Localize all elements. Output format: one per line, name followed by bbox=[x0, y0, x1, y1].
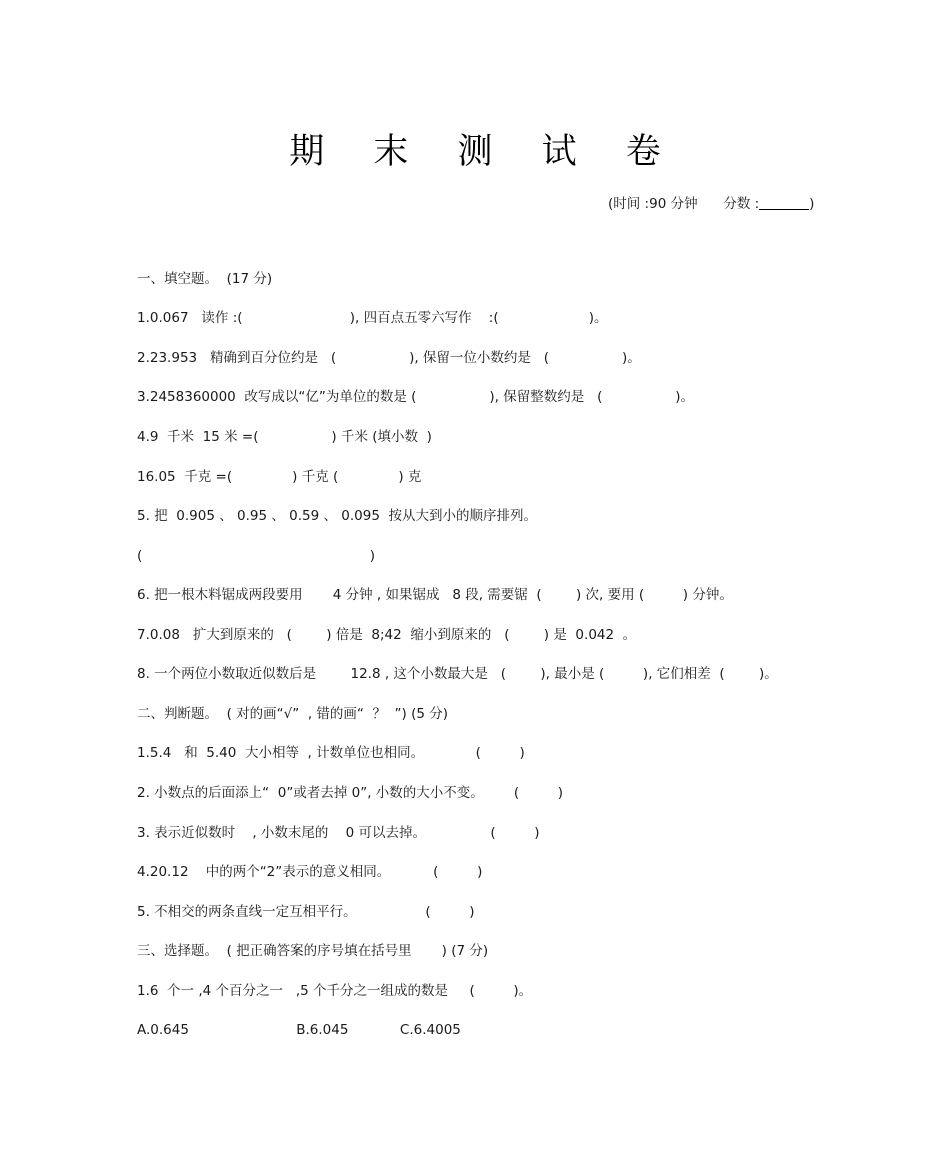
question-line: 1.6 个一 ,4 个百分之一 ,5 个千分之一组成的数是 ( )。 bbox=[137, 983, 533, 999]
meta-close: ) bbox=[809, 196, 815, 212]
question-line: 7.0.08 扩大到原来的 ( ) 倍是 8;42 缩小到原来的 ( ) 是 0.042 。 bbox=[137, 627, 637, 643]
question-line: 1.5.4 和 5.40 大小相等 , 计数单位也相同。 ( ) bbox=[137, 745, 525, 761]
question-line: 5. 不相交的两条直线一定互相平行。 ( ) bbox=[137, 904, 475, 920]
question-line: 16.05 千克 =( ) 千克 ( ) 克 bbox=[137, 469, 422, 485]
section-fill-blank-heading: 一、填空题。 (17 分) bbox=[137, 271, 273, 287]
page-title: 期 末 测 试 卷 bbox=[289, 132, 680, 172]
question-line: 1.0.067 读作 :( ), 四百点五零六写作 :( )。 bbox=[137, 310, 608, 326]
exam-meta bbox=[608, 192, 814, 212]
section-judge-heading: 二、判断题。 ( 对的画“√” , 错的画“ ？ ”) (5 分) bbox=[137, 706, 449, 722]
question-line: 2. 小数点的后面添上“ 0”或者去掉 0”, 小数的大小不变。 ( ) bbox=[137, 785, 563, 801]
question-line: 5. 把 0.905 、 0.95 、 0.59 、 0.095 按从大到小的顺序排列。 bbox=[137, 508, 537, 524]
question-line: 6. 把一根木料锯成两段要用 4 分钟 , 如果锯成 8 段, 需要锯 ( ) 次, 要用 ( ) 分钟。 bbox=[137, 587, 733, 603]
choice-options: A.0.645 B.6.045 C.6.4005 bbox=[137, 1022, 461, 1038]
section-choice-heading: 三、选择题。 ( 把正确答案的序号填在括号里 ) (7 分) bbox=[137, 943, 489, 959]
score-blank[interactable] bbox=[759, 197, 809, 210]
score-label: 分数 : bbox=[723, 196, 760, 212]
answer-line: ( ) bbox=[137, 548, 375, 564]
question-line: 4.20.12 中的两个“2”表示的意义相同。 ( ) bbox=[137, 864, 483, 880]
question-line: 2.23.953 精确到百分位约是 ( ), 保留一位小数约是 ( )。 bbox=[137, 350, 641, 366]
question-line: 4.9 千米 15 米 =( ) 千米 (填小数 ) bbox=[137, 429, 432, 445]
question-line: 3.2458360000 改写成以“亿”为单位的数是 ( ), 保留整数约是 ( )。 bbox=[137, 389, 695, 405]
time-limit: (时间 :90 分钟 bbox=[608, 196, 698, 212]
question-line: 8. 一个两位小数取近似数后是 12.8 , 这个小数最大是 ( ), 最小是 ( ), 它们相差 ( )。 bbox=[137, 666, 778, 682]
question-line: 3. 表示近似数时 , 小数末尾的 0 可以去掉。 ( ) bbox=[137, 825, 540, 841]
